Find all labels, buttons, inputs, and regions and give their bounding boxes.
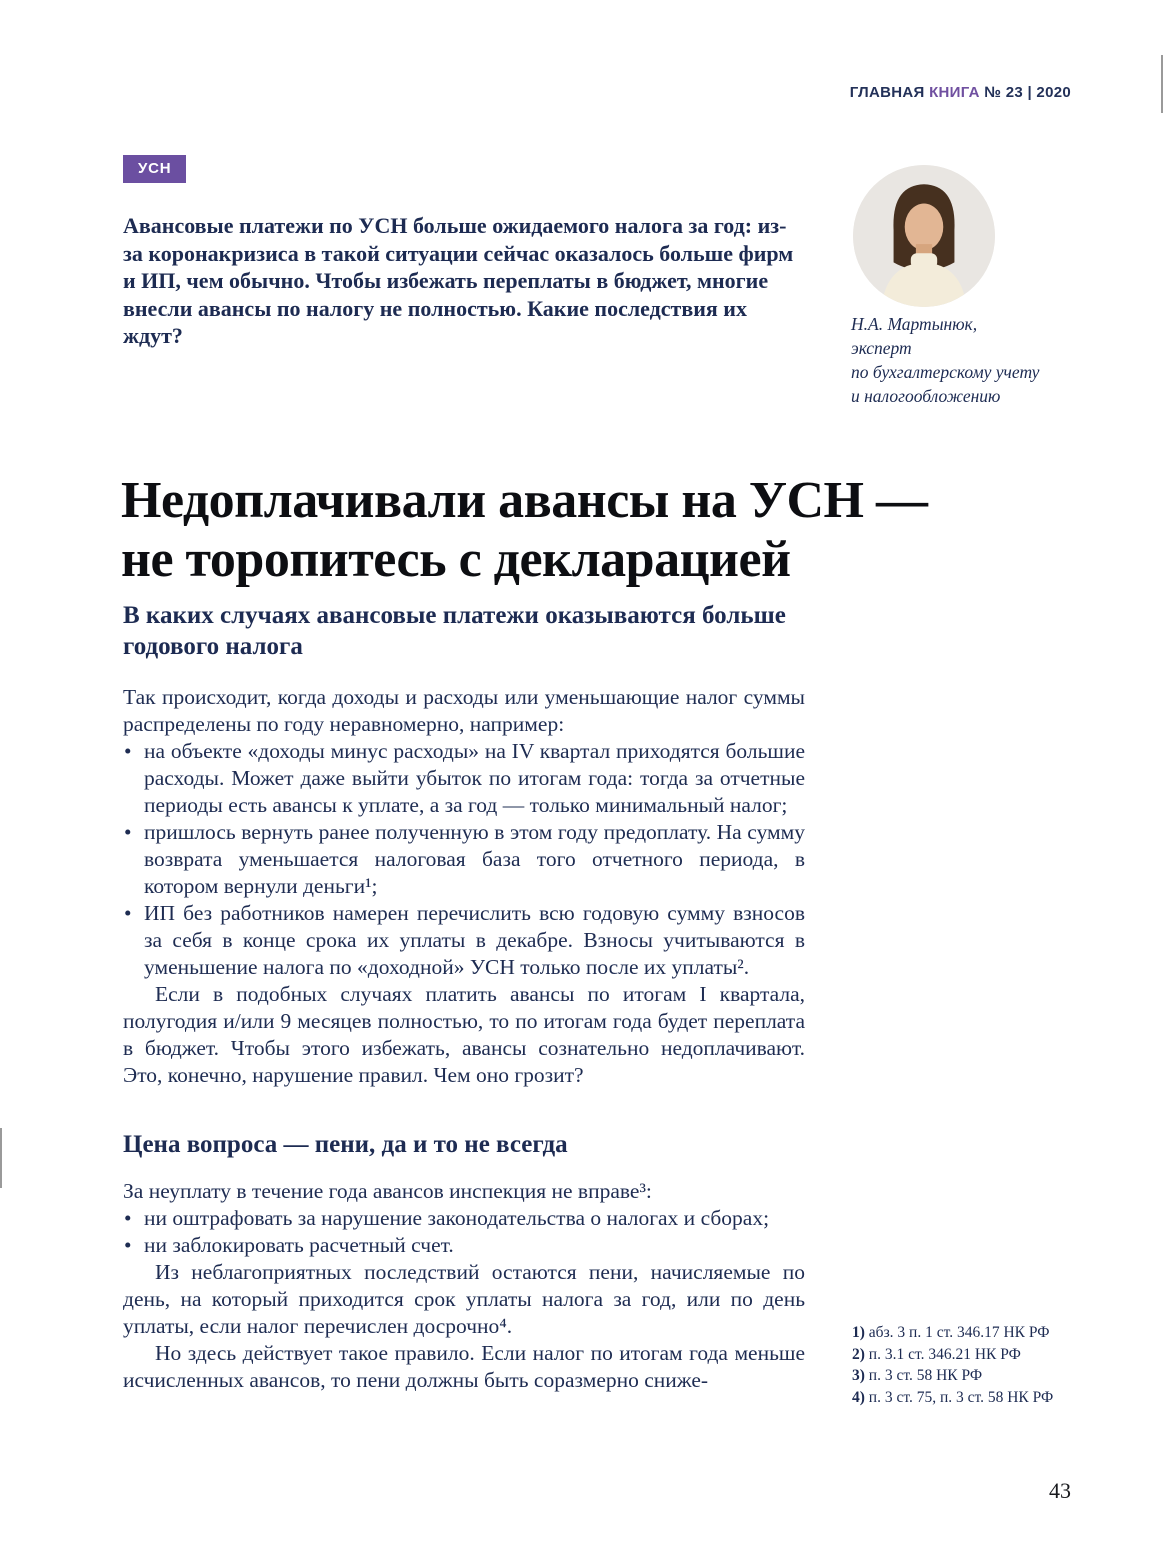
page-number: 43 [1049,1478,1071,1503]
article-headline [121,471,1131,589]
paragraph: Из неблагоприятных последствий остаются пени, начисляемые по день, на который приходится срок уплаты налога за год, или по день уплаты, если налог перечислен досрочно⁴. [123,1260,805,1338]
author-role-line: и налогообложению [851,386,1001,406]
author-role-line: эксперт [851,338,912,358]
masthead [850,84,1071,101]
bullet-item: • ни оштрафовать за нарушение законодательства о налогах и сборах; [123,1205,805,1232]
footnote-number: 3) [852,1367,865,1384]
footnote [852,1344,1102,1366]
paragraph: Но здесь действует такое правило. Если налог по итогам года меньше исчисленных авансов, то пени должны быть соразмерно сниже- [123,1341,805,1392]
headline-line2: не торопитесь с декларацией [121,530,791,588]
lead-paragraph: Авансовые платежи по УСН больше ожидаемого налога за год: из-за коронакризиса в такой ситуации сейчас оказалось больше фирм и ИП, чем обычно. Чтобы избежать переплаты в бюджет, многие внесли авансы по налогу не полностью. Какие последствия их ждут? [123,213,794,348]
footnote-list [852,1322,1102,1408]
author-portrait-illustration [853,165,995,307]
footnote [852,1322,1102,1344]
author-caption [851,312,1091,408]
article-body [123,600,805,1394]
rubric-badge: УСН [123,155,186,183]
footnote-text: абз. 3 п. 1 ст. 346.17 НК РФ [868,1324,1050,1341]
bullet-item: • на объекте «доходы минус расходы» на IV квартал приходятся большие расходы. Может даже выйти убыток по итогам года: тогда за отчетные периоды есть авансы к уплате, а за год — только минимальный налог; [123,738,805,819]
bullet-item: • ИП без работников намерен перечислить всю годовую сумму взносов за себя в конце срока их уплаты в декабре. Взносы учитываются в уменьшение налога по «доходной» УСН только после их уплаты². [123,900,805,981]
footnote-number: 4) [852,1388,865,1406]
footnote-number: 1) [852,1324,865,1341]
headline-line1: Недоплачивали авансы на УСН — [121,471,928,529]
magazine-issue: № 23 | 2020 [984,84,1071,101]
author-photo [853,165,995,307]
bullet-list-2 [123,1205,805,1259]
footnote-text: п. 3 ст. 75, п. 3 ст. 58 НК РФ [868,1388,1054,1406]
magazine-title-part1: ГЛАВНАЯ [849,84,925,101]
footnote-text: п. 3.1 ст. 346.21 НК РФ [868,1345,1021,1363]
section-heading-2: Цена вопроса — пени, да и то не всегда [123,1131,568,1158]
author-role-line: по бухгалтерскому учету [851,362,1040,382]
footnote-text: п. 3 ст. 58 НК РФ [868,1367,983,1384]
paragraph: Так происходит, когда доходы и расходы или уменьшающие налог суммы распределены по году неравномерно, например: [123,685,805,736]
paragraph: За неуплату в течение года авансов инспекция не вправе³: [123,1179,652,1203]
bullet-item: • ни заблокировать расчетный счет. [123,1232,805,1259]
footnote [852,1365,1102,1387]
bullet-item: • пришлось вернуть ранее полученную в этом году предоплату. На сумму возврата уменьшается налоговая база того отчетного периода, в котором вернули деньги¹; [123,819,805,900]
footnote [852,1387,1102,1409]
crop-mark-left [0,1128,2,1188]
magazine-title-part2: КНИГА [929,84,980,101]
author-name: Н.А. Мартынюк, [851,314,978,334]
bullet-list-1 [123,738,805,981]
footnote-number: 2) [852,1345,865,1363]
paragraph: Если в подобных случаях платить авансы по итогам I квартала, полугодия и/или 9 месяцев полностью, то по итогам года будет переплата в бюджет. Чтобы этого избежать, авансы сознательно недоплачивают. Это, конечно, нарушение правил. Чем оно грозит? [123,982,805,1087]
section-heading-1: В каких случаях авансовые платежи оказываются больше годового налога [123,602,786,660]
